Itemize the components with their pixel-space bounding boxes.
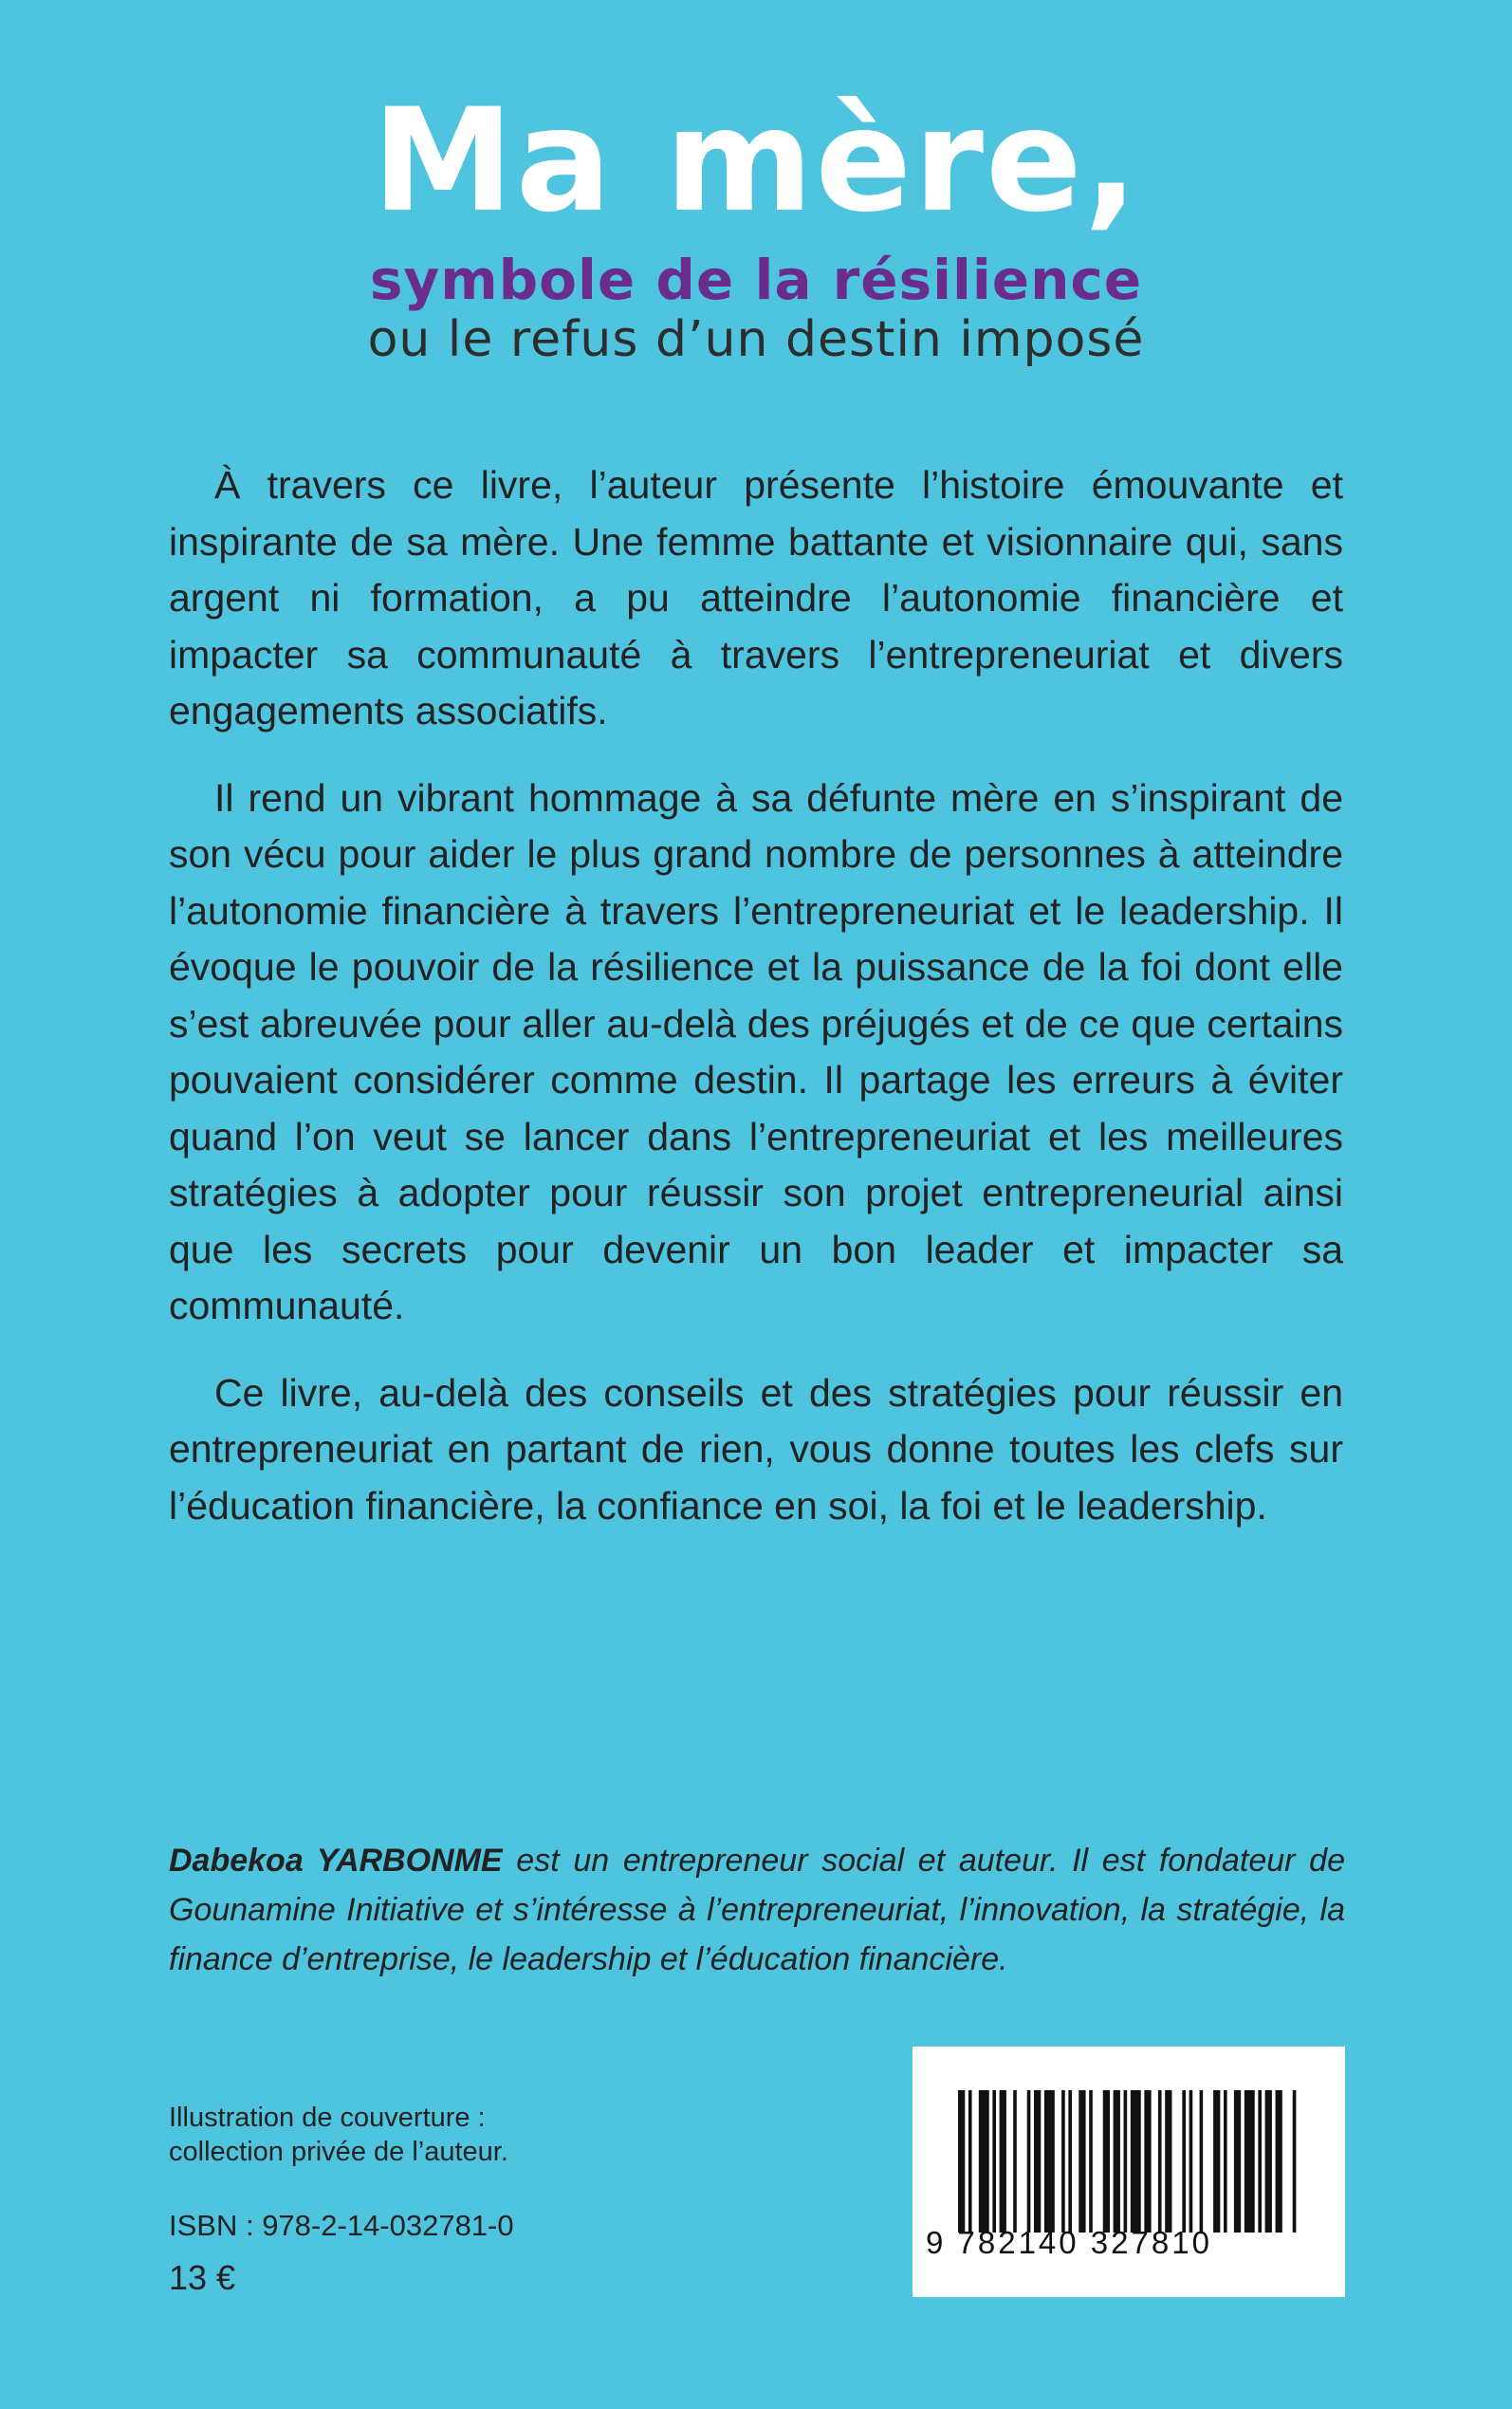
description-paragraph-2: Il rend un vibrant hommage à sa défunte mère en s’inspirant de son vécu pour aider le plus grand nombre de personnes à atteindre l’autonomie financière à travers l’entrepreneuriat et le leadership. Il évoque le pouvoir de la résilience et la puissance de la foi dont elle s’est abreuvée pour aller au-delà des préjugés et de ce que certains pouvaient considérer comme destin. Il partage les erreurs à éviter quand l’on veut se lancer dans l’entrepreneuriat et les meilleures stratégies à adopter pour réussir son projet entrepreneurial ainsi que les secrets pour devenir un bon leader et impacter sa communauté. (169, 775, 1343, 1327)
barcode-digits: 9 782140 327810 (926, 2225, 1212, 2260)
barcode (913, 2047, 1345, 2297)
author-bio (169, 1836, 1345, 1984)
isbn-text: ISBN : 978-2-14-032781-0 (169, 2209, 514, 2242)
barcode-bars-icon (958, 2090, 1300, 2233)
book-description (169, 457, 1343, 1565)
price-text: 13 € (169, 2258, 236, 2297)
cover-credits (169, 2101, 508, 2169)
book-subtitle-2: ou le refus d’un destin imposé (367, 311, 1145, 368)
book-title: Ma mère, (372, 79, 1140, 244)
author-bio-text: est un entrepreneur social et auteur. Il est fondateur de Gounamine Initiative et s’intéresse à l’entrepreneuriat, l’innovation, la stratégie, la finance d’entreprise, le leadership et l’éducation financière. (169, 1843, 1345, 1977)
description-paragraph-3: Ce livre, au-delà des conseils et des stratégies pour réussir en entrepreneuriat en partant de rien, vous donne toutes les clefs sur l’éducation financière, la confiance en soi, la foi et le leadership. (169, 1370, 1343, 1528)
credits-line-1: Illustration de couverture : (169, 2103, 486, 2133)
credits-line-2: collection privée de l’auteur. (169, 2137, 508, 2167)
author-name: Dabekoa YARBONME (169, 1843, 503, 1879)
description-paragraph-1: À travers ce livre, l’auteur présente l’histoire émouvante et inspirante de sa mère. Une femme battante et visionnaire qui, sans argent ni formation, a pu atteindre l’autonomie financière et impacter sa communauté à travers l’entrepreneuriat et divers engagements associatifs. (169, 463, 1343, 732)
book-subtitle-1: symbole de la résilience (369, 248, 1143, 312)
title-block (0, 79, 1512, 368)
